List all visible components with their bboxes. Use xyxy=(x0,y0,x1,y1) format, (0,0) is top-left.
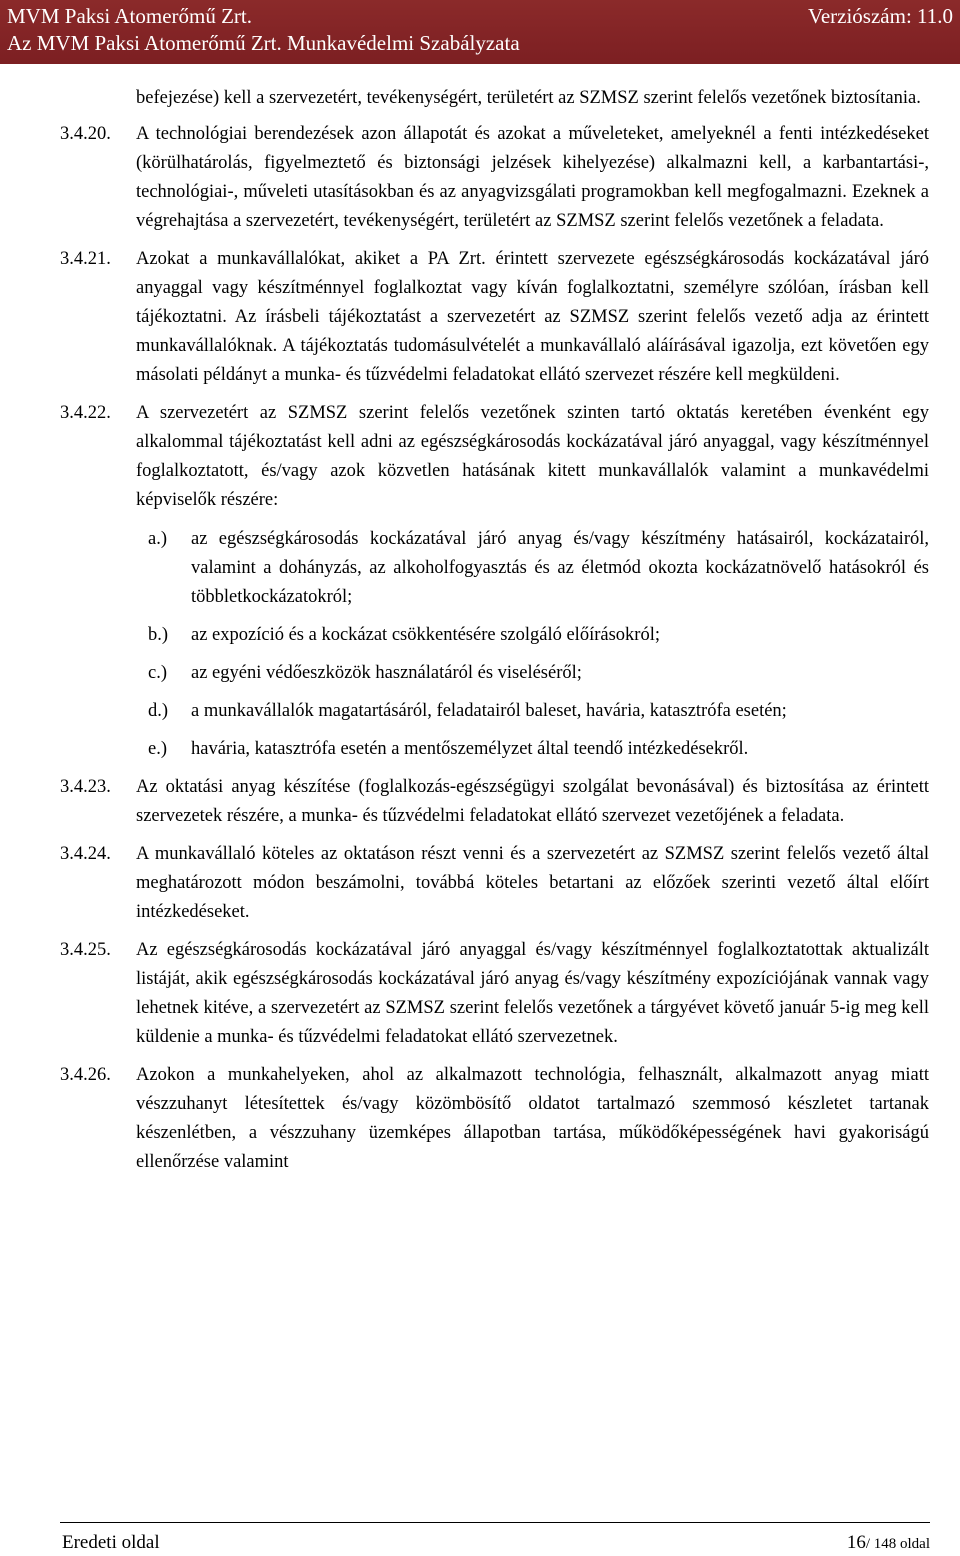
list-item-text: havária, katasztrófa esetén a mentőszemélyzet által teendő intézkedésekről. xyxy=(191,739,749,759)
footer-divider xyxy=(60,1522,930,1523)
list-item-text: az expozíció és a kockázat csökkentésére szolgáló előírásokról; xyxy=(191,625,660,645)
section-text: Az oktatási anyag készítése (foglalkozás-egészségügyi szolgálat bevonásával) és biztosítása az érintett szervezetek részére, a munka- és tűzvédelmi feladatokat ellátó szervezet vezetőjének a feladata. xyxy=(136,777,929,826)
section-3-4-26 xyxy=(60,1061,929,1177)
document-body xyxy=(60,84,929,1177)
list-item xyxy=(136,621,929,650)
page-suffix: oldal xyxy=(896,1536,930,1552)
section-3-4-25 xyxy=(60,936,929,1052)
section-number: 3.4.26. xyxy=(60,1065,111,1085)
section-number: 3.4.24. xyxy=(60,844,111,864)
list-item-text: az egészségkárosodás kockázatával járó anyag és/vagy készítmény hatásairól, kockázatairól, valamint a dohányzás, az alkoholfogyasztás és az életmód okozta kockázatnövelő hatásokról és többletkockázatokról; xyxy=(191,529,929,607)
page-current: 16 xyxy=(846,1532,866,1553)
section-number: 3.4.25. xyxy=(60,940,111,960)
list-item-label: b.) xyxy=(148,625,169,645)
document-title: Az MVM Paksi Atomerőmű Zrt. Munkavédelmi Szabályzata xyxy=(7,31,520,55)
page-total: / 148 xyxy=(865,1536,897,1552)
version-number: Verziószám: 11.0 xyxy=(807,4,953,28)
section-number: 3.4.20. xyxy=(60,124,111,144)
section-3-4-23 xyxy=(60,773,929,831)
section-3-4-22 xyxy=(60,399,929,515)
section-number: 3.4.22. xyxy=(60,403,111,423)
section-text: Azokon a munkahelyeken, ahol az alkalmazott technológia, felhasznált, alkalmazott anyag miatt vészzuhanyt létesítettek és/vagy közömbösítő oldatot tartalmazó szemmosó készletet tartanak készenlétben, a vészzuhany üzemképes állapotban tartása, működőképességének havi gyakoriságú ellenőrzése valamint xyxy=(136,1065,929,1172)
list-item-text: az egyéni védőeszközök használatáról és viseléséről; xyxy=(191,663,582,683)
list-item-text: a munkavállalók magatartásáról, feladatairól baleset, havária, katasztrófa esetén; xyxy=(191,701,787,721)
list-item xyxy=(136,735,929,764)
section-3-4-24 xyxy=(60,840,929,927)
list-item xyxy=(136,659,929,688)
page-number xyxy=(847,1532,930,1554)
list-item-label: c.) xyxy=(148,663,167,683)
list-item-label: e.) xyxy=(148,739,167,759)
section-text: Azokat a munkavállalókat, akiket a PA Zrt. érintett szervezete egészségkárosodás kockázatával járó anyaggal vagy készítménnyel foglalkoztat vagy kíván foglalkoztatni, személyre szólóan, írásban kell tájékoztatni. Az írásbeli tájékoztatást a szervezetért az SZMSZ szerint felelős vezető adja az érintett munkavállalóknak. A tájékoztatás tudomásulvételét a munkavállaló aláírásával igazolja, ezt követően egy másolati példányt a munka- és tűzvédelmi feladatokat ellátó szervezet részére kell megküldeni. xyxy=(136,249,929,385)
page-header xyxy=(0,0,960,64)
topic-list xyxy=(60,525,929,764)
list-item-label: d.) xyxy=(148,701,169,721)
section-number: 3.4.23. xyxy=(60,777,111,797)
intro-paragraph: befejezése) kell a szervezetért, tevékenységért, területért az SZMSZ szerint felelős vezetőnek biztosítania. xyxy=(136,88,921,108)
list-item xyxy=(136,525,929,612)
section-text: Az egészségkárosodás kockázatával járó anyaggal és/vagy készítménnyel foglalkoztatottak aktualizált listáját, akik egészségkárosodás kockázatával járó anyag és/vagy készítmény expozíciójának vannak vagy lehetnek kitéve, a szervezetért az SZMSZ szerint felelős vezetőnek a tárgyévet követő január 5-ig meg kell küldenie a munka- és tűzvédelmi feladatokat ellátó szervezetnek. xyxy=(136,940,929,1047)
list-item-label: a.) xyxy=(148,529,167,549)
list-item xyxy=(136,697,929,726)
section-3-4-21 xyxy=(60,245,929,390)
section-text: A munkavállaló köteles az oktatáson részt venni és a szervezetért az SZMSZ szerint felelős vezető által meghatározott módon beszámolni, továbbá köteles betartani az előzőek szerinti vezető által előírt intézkedéseket. xyxy=(136,844,929,922)
footer-label: Eredeti oldal xyxy=(62,1532,160,1553)
section-text: A technológiai berendezések azon állapotát és azokat a műveleteket, amelyeknél a fenti intézkedéseket (körülhatárolás, figyelmeztető és biztonsági jelzések kihelyezése) alkalmazni kell, a karbantartási-, technológiai-, műveleti utasításokban és az anyagvizsgálati programokban kell megfogalmazni. Ezeknek a végrehajtása a szervezetért, tevékenységért, területért az SZMSZ szerint felelős vezetőnek a feladata. xyxy=(136,124,929,231)
section-3-4-20 xyxy=(60,120,929,236)
section-text: A szervezetért az SZMSZ szerint felelős vezetőnek szinten tartó oktatás keretében évenként egy alkalommal tájékoztatást kell adni az egészségkárosodás kockázatával járó anyaggal, vagy készítménnyel foglalkoztatott, és/vagy azok közvetlen hatásának kitett munkavállalók valamint a munkavédelmi képviselők részére: xyxy=(136,403,929,510)
company-name: MVM Paksi Atomerőmű Zrt. xyxy=(7,4,252,28)
section-number: 3.4.21. xyxy=(60,249,111,269)
